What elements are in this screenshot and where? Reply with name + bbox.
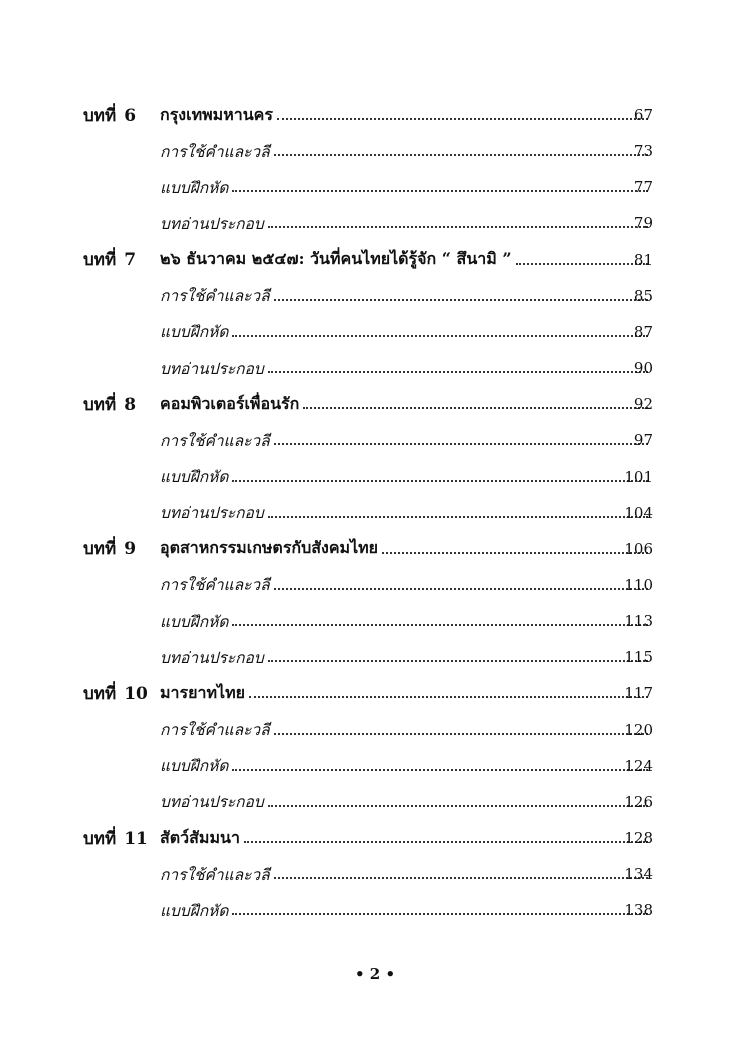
section-title: การใช้คำและวลี [160, 865, 270, 884]
chapter-page-number: 67 [633, 106, 653, 124]
section-page-number: 120 [624, 720, 653, 739]
chapter-title: มารยาทไทย [160, 682, 245, 702]
dot-leader [268, 371, 648, 373]
chapter-title: สัตว์สัมมนา [160, 827, 240, 847]
chapter-number: 9 [124, 539, 137, 560]
section-row [0, 463, 750, 491]
section-page-number: 115 [624, 648, 653, 667]
chapter-number: 11 [124, 828, 148, 849]
section-title: บทอ่านประกอบ [160, 648, 264, 667]
section-page-number: 97 [633, 431, 653, 450]
section-row [0, 643, 750, 671]
chapter-number: 6 [124, 105, 137, 126]
chapter-row [0, 390, 750, 418]
section-title: แบบฝึกหัด [160, 468, 229, 486]
chapter-page-number: 92 [633, 395, 653, 414]
dot-leader [277, 118, 648, 120]
section-page-number: 110 [624, 575, 653, 594]
chapter-number: 7 [124, 250, 137, 271]
section-title: บทอ่านประกอบ [160, 214, 264, 233]
section-title: บทอ่านประกอบ [160, 504, 264, 523]
section-row [0, 716, 750, 744]
dot-leader [232, 769, 648, 771]
section-title: แบบฝึกหัด [160, 757, 229, 776]
section-title: แบบฝึกหัด [160, 612, 229, 631]
section-title: การใช้คำและวลี [160, 431, 270, 450]
dot-leader [274, 299, 648, 301]
chapter-label [83, 535, 136, 562]
chapter-number: 10 [124, 683, 148, 704]
section-title: การใช้คำและวลี [160, 576, 270, 595]
section-page-number: 104 [624, 503, 653, 522]
chapter-word: บทที่ [83, 394, 117, 415]
section-title: แบบฝึกหัด [160, 178, 229, 197]
section-row [0, 209, 750, 237]
dot-leader [274, 154, 648, 156]
section-title: การใช้คำและวลี [160, 142, 270, 161]
chapter-label [83, 102, 136, 129]
section-page-number: 87 [633, 322, 653, 341]
chapter-title: กรุงเทพมหานคร [160, 104, 273, 124]
chapter-page-number: 117 [624, 684, 653, 703]
chapter-row [0, 535, 750, 563]
section-row [0, 173, 750, 201]
chapter-title: อุตสาหกรรมเกษตรกับสังคมไทย [160, 538, 379, 558]
chapter-word: บทที่ [83, 105, 117, 126]
chapter-row [0, 101, 750, 129]
dot-leader [232, 913, 648, 915]
section-page-number: 77 [633, 178, 653, 197]
chapter-page-number: 128 [624, 829, 653, 847]
dot-leader [268, 805, 648, 807]
section-title: การใช้คำและวลี [160, 287, 270, 306]
dot-leader [268, 226, 648, 228]
chapter-label [83, 391, 136, 418]
section-row [0, 788, 750, 816]
dot-leader [268, 516, 648, 518]
section-row [0, 318, 750, 346]
chapter-word: บทที่ [83, 250, 117, 271]
dot-leader [274, 588, 648, 590]
section-row [0, 499, 750, 527]
section-title: การใช้คำและวลี [160, 721, 270, 740]
dot-leader [274, 733, 648, 735]
chapter-page-number: 81 [633, 250, 653, 269]
chapter-word: บทที่ [83, 683, 117, 704]
section-row [0, 752, 750, 780]
section-row [0, 860, 750, 888]
section-page-number: 113 [624, 612, 653, 631]
dot-leader [232, 335, 648, 337]
chapter-row [0, 679, 750, 707]
section-title: บทอ่านประกอบ [160, 793, 264, 812]
chapter-title: ๒๖ ธันวาคม ๒๕๔๗: วันที่คนไทยได้รู้จัก “ สึนามิ ” [160, 249, 512, 269]
dot-leader [232, 190, 648, 192]
chapter-label [83, 680, 148, 707]
chapter-row [0, 824, 750, 852]
chapter-page-number: 106 [624, 539, 653, 558]
page-number-footer: • 2 • [354, 965, 396, 983]
chapter-word: บทที่ [83, 828, 117, 849]
section-page-number: 134 [624, 865, 653, 884]
section-row [0, 354, 750, 382]
dot-leader [274, 443, 648, 445]
dot-leader [382, 552, 648, 554]
section-title: บทอ่านประกอบ [160, 359, 264, 378]
chapter-row [0, 246, 750, 274]
section-page-number: 90 [633, 359, 653, 378]
section-page-number: 124 [624, 756, 653, 775]
dot-leader [303, 407, 648, 409]
chapter-label [83, 246, 136, 273]
section-page-number: 101 [624, 467, 653, 486]
dot-leader [268, 660, 648, 662]
section-page-number: 85 [633, 286, 653, 305]
dot-leader [232, 624, 648, 626]
section-title: แบบฝึกหัด [160, 323, 229, 342]
chapter-title: คอมพิวเตอร์เพื่อนรัก [160, 393, 300, 413]
chapter-label [83, 825, 148, 852]
dot-leader [274, 877, 648, 879]
chapter-number: 8 [124, 394, 137, 415]
section-page-number: 73 [633, 142, 653, 161]
section-row [0, 571, 750, 599]
section-row [0, 607, 750, 635]
section-row [0, 282, 750, 310]
section-page-number: 138 [624, 901, 653, 920]
section-row [0, 426, 750, 454]
section-row [0, 137, 750, 165]
dot-leader [244, 841, 648, 843]
section-row [0, 896, 750, 924]
section-page-number: 79 [633, 214, 653, 233]
dot-leader [232, 480, 648, 482]
chapter-word: บทที่ [83, 539, 117, 560]
section-page-number: 126 [624, 792, 653, 811]
section-title: แบบฝึกหัด [160, 901, 229, 920]
dot-leader [249, 696, 648, 698]
